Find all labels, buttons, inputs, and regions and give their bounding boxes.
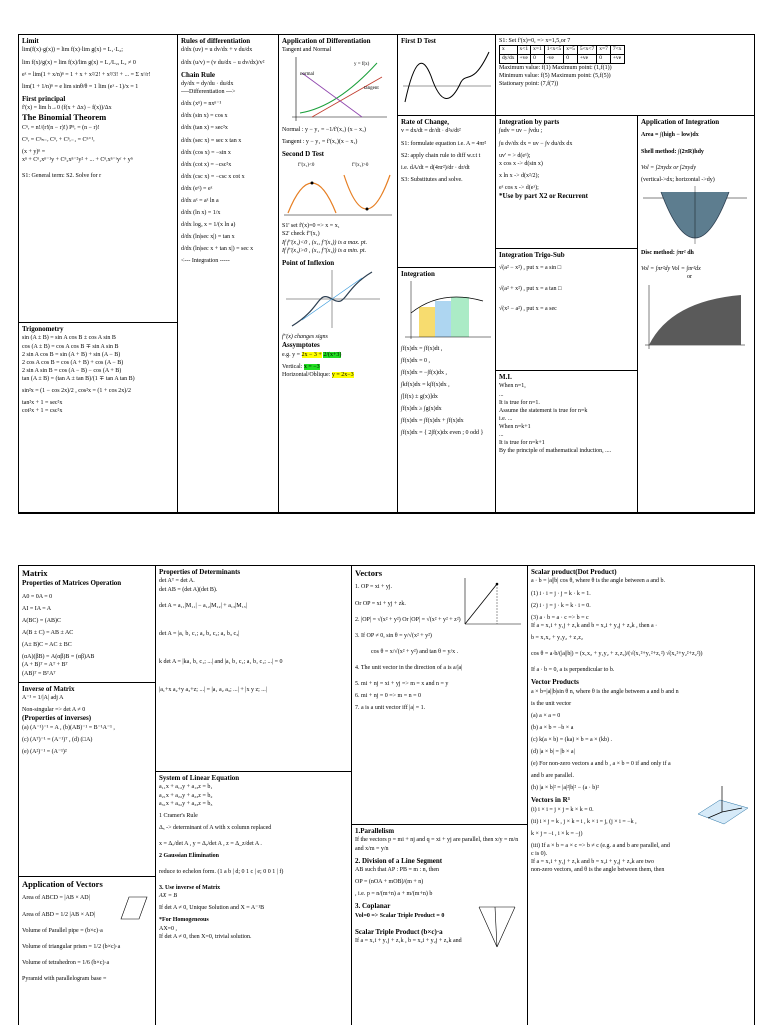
coplanar-title: 3. Coplanar (355, 902, 391, 911)
derivative-line: d/dx (sin x) = cos x (181, 113, 228, 120)
trigo-sub-section (496, 249, 638, 371)
sle-title: System of Linear Equation (159, 774, 240, 782)
stp-title: Scalar Triple Product (b×c)·a (355, 927, 443, 936)
asymptotes-title: Assymptotes (282, 341, 320, 350)
det-line: det A = a₁₁|M₁₁| − a₁₂|M₁₂| + a₁₃|M₁₃| (159, 602, 247, 609)
second-test-line: If f''(x₁)<0 , (x₁, f''(x₁)) is a max. pt. (282, 239, 368, 246)
sign-cell: 7<x (610, 46, 624, 55)
division-formula-2: , i.e. p = n/(m+n) a + m/(m+n) b (355, 891, 433, 898)
volume-formula: Vol = ∫2πydx or ∫2πydy (641, 164, 697, 171)
integration-line: ∫kf(x)dx = k∫f(x)dx , (401, 381, 450, 388)
derivative-line: d/dx (ln|sec x|) = tan x (181, 234, 235, 241)
vectors-title: Vectors (355, 568, 383, 578)
binomial-line: (x + y)ⁿ = (22, 149, 46, 155)
app-vectors-title: Application of Vectors (22, 879, 103, 889)
division-diagram (475, 903, 519, 949)
oblique-value: y = 2x−3 (331, 371, 354, 378)
integration-section (398, 268, 496, 513)
stp-text: If a = x₁i + y₁j + z₁k , b = x₂i + y₂j + z₂k and (355, 938, 462, 945)
derivative-line: d/dx (ln|sec x + tan x|) = sec x (181, 246, 254, 253)
first-principal-title: First principal (22, 94, 66, 103)
curve-label: tangent (364, 85, 379, 91)
vector-product-line: (a) a × a = 0 (531, 712, 561, 719)
trig-line: cot²x + 1 = csc²x (22, 408, 63, 415)
binomial-title: The Binomial Theorem (22, 112, 107, 123)
math-induction-section (496, 371, 638, 513)
parallelogram-diagram (119, 895, 149, 921)
limit-line: lim(f(x)·g(x)) = lim f(x)·lim g(x) = L₁·L₂; (22, 47, 123, 54)
sign-table-row (500, 55, 625, 64)
integration-title: Integration (401, 270, 435, 278)
area-formula: Area = ∫(high − low)dx (641, 132, 699, 139)
cramer-formula: x = Δₓ/det A , y = Δᵧ/det A , z = Δ_z/det A . (159, 840, 262, 847)
cross-product-diagram (694, 784, 750, 826)
maximum-value: Maximum value: f(1) Maximum point: (1,f(1)) (499, 65, 612, 72)
vector-product-line: is the unit vector (531, 700, 572, 707)
vector-line: cos θ = x/√(x² + y²) and tan θ = y/x . (371, 648, 459, 655)
binomial-footer: S1: General term: S2. Solve for r (22, 173, 102, 180)
matrix-line: (A± B)C = AC ± BC (22, 642, 72, 649)
r3-line: non-zero vectors, and θ is the angle between them, then (531, 867, 665, 874)
sign-cell: x=1 (531, 46, 545, 55)
scalar-line: If a · b = 0, a is perpendicular to b. (531, 667, 615, 674)
app-vector-line: Area of ABCD = |AB × AD| (22, 895, 90, 902)
integration-by-parts-section (496, 116, 638, 249)
mi-line: When n=1, (499, 383, 526, 390)
app-vector-line: Volume of tetrahedron = 1/6 (b×c)·a (22, 959, 110, 966)
vector-line: Or OP = xi + yj + zk. (355, 600, 406, 607)
det-line: k det A = |ka₁ b₁ c₁; ...| and |a₁ b₁ c₁; a₁ b₁ c₁; ...| = 0 (159, 658, 283, 665)
scalar-line: (3) a · b = a · c => b = c (531, 614, 589, 621)
inflexion-title: Point of Inflexion (282, 258, 335, 267)
inverse-method-title: 3. Use inverse of Matrix (159, 885, 221, 892)
second-label: f''(x₁)>0 (352, 163, 369, 169)
sign-cell: 0 (597, 55, 611, 64)
det-line: det A = |a₁ b₁ c₁; a₂ b₂ c₂; a₃ b₃ c₃| (159, 630, 240, 637)
sign-cell: 5<x<7 (577, 46, 596, 55)
app-differentiation-section (279, 35, 398, 513)
scalar-line: a · b = |a||b| cos θ, where θ is the angle between a and b. (531, 578, 666, 585)
trigonometry-section (19, 323, 178, 513)
scalar-line: (1) i · i = j · j = k · k = 1. (531, 590, 591, 597)
curve-label: y = f(x) (354, 61, 370, 67)
chain-rule: dy/dx = dy/du · du/dx (181, 81, 234, 88)
parts-line: ∫u dv/dx dx = uv − ∫v du/dx dx (499, 140, 573, 147)
derivative-line: d/dx (tan x) = sec²x (181, 125, 228, 132)
trigo-sub-line: √(a² + x²) , put x = a tan □ (499, 285, 562, 292)
trigo-sub-line: √(x² − a²) , put x = a sec (499, 305, 557, 312)
rule-line: d/dx (u/v) = (v du/dx − u dv/dx)/v² (181, 59, 265, 66)
inverse-prop: (a) (A⁻¹)⁻¹ = A , (b)(AB)⁻¹ = B⁻¹A⁻¹ , (22, 724, 115, 731)
vectors-section (352, 566, 528, 825)
sign-cell: x=5 (564, 46, 578, 55)
scalar-product-section (528, 566, 754, 1025)
non-singular-note: Non-singular => det A ≠ 0 (22, 707, 86, 714)
first-principal-formula: f'(x) = lim h→0 (f(x + Δx) − f(x))/Δx (22, 105, 112, 112)
second-d-test-graph (282, 159, 394, 219)
trig-line: tan (A ± B) = (tan A ± tan B)/(1 ∓ tan A tan B) (22, 375, 135, 382)
division-text: AB such that AP : PB = m : n, then (355, 867, 439, 874)
formula-sheet-1 (18, 34, 755, 514)
asymptote-fraction-part: 2/(x+3) (323, 351, 342, 358)
derivative-line: d/dx (sec x) = sec x tan x (181, 137, 242, 144)
trig-line: 2 cos A cos B = cos (A + B) + cos (A − B) (22, 359, 124, 366)
trig-title: Trigonometry (22, 325, 64, 333)
linear-equation-section (156, 772, 352, 1025)
gauss-title: 2 Gaussian Elimination (159, 853, 220, 859)
second-d-test-title: Second D Test (282, 149, 325, 158)
vector-product-line: (h) |a × b|² = |a|²|b|² − (a · b)² (531, 785, 600, 792)
integration-graph (401, 279, 493, 341)
parts-note: *Use by part X2 or Recurrent (499, 192, 588, 200)
derivative-line: d/dx logₐ x = 1/(x ln a) (181, 222, 236, 229)
sle-line: a₃₁x + a₃₂y + a₃₃z = b₃ (159, 800, 213, 807)
derivative-line: d/dx (cos x) = −sin x (181, 149, 231, 156)
matrix-line: A(B ± C) = AB ± AC (22, 630, 74, 637)
second-test-line: S2' check f''(x₁) (282, 231, 320, 238)
matrix-line: (A + B)ᵀ = Aᵀ + Bᵀ (22, 662, 68, 669)
limit-line: lim f(x)/g(x) = lim f(x)/lim g(x) = L₁/L₂, L₂ ≠ 0 (22, 59, 136, 66)
coplanar-text: Vol=0 => Scalar Triple Product = 0 (355, 912, 445, 919)
vector-line: 3. If OP ≠ 0, sin θ = y/√(x² + y²) (355, 632, 432, 639)
vector-product-line: (b) a × b = −b × a (531, 724, 574, 731)
vector-product-line: a × b=|a||b|sin θ n, where θ is the angle between a and b and n (531, 688, 679, 695)
inverse-formula: A⁻¹ = 1/|A| adj A (22, 695, 64, 702)
trig-line: tan²x + 1 = sec²x (22, 400, 63, 407)
vertical-label: Vertical: (282, 363, 303, 370)
homogeneous-line-2: If det A ≠ 0, then X=0, trivial solution. (159, 933, 252, 940)
second-label: f''(x₁)<0 (298, 163, 315, 169)
limit-section (19, 35, 178, 323)
mi-line: It is true for n=1. (499, 399, 540, 406)
app-integ-title: Application of Integration (641, 118, 720, 126)
tangent-normal-graph (282, 55, 392, 123)
matrix-title: Matrix (22, 568, 48, 578)
scalar-line: cos θ = a·b/(|a||b|) = (x₁x₂ + y₁y₂ + z₁z₂)/(√(x₁²+y₁²+z₁²) √(x₂²+y₂²+z₂²)) (531, 651, 703, 657)
trig-line: sin²x = (1 − cos 2x)/2 , cos²x = (1 + cos 2x)/2 (22, 388, 131, 394)
inverse-props-title: (Properties of inverses) (22, 714, 92, 723)
app-diff-title: Application of Differentiation (282, 37, 371, 45)
sign-cell: +ve (610, 55, 624, 64)
integration-line: ∫f(x)dx = ∫f(x)dx + ∫f(x)dx (401, 418, 464, 425)
asymptote-example (282, 351, 394, 359)
asymptote-oblique-part: 2x − 3 + (301, 351, 322, 358)
or-label: or (687, 274, 692, 281)
tangent-normal-subtitle: Tangent and Normal (282, 47, 332, 54)
vector-line: 6. mi + nj = 0 => m = n = 0 (355, 693, 421, 700)
inverse-prop: (c) (Aᵀ)⁻¹ = (A⁻¹)ᵀ , (d) (□A) (22, 736, 93, 743)
inverse-prop: (e) (A²)⁻¹ = (A⁻¹)² (22, 748, 67, 755)
vector-product-line: and b are parallel. (531, 773, 574, 780)
scalar-line: b = x₁x₂ + y₁y₂ + z₁z₂ (531, 634, 584, 641)
rules-title: Rules of differentiation (181, 37, 251, 45)
parallel-title: 1.Parallelism (355, 827, 395, 835)
limit-line: eˣ = lim(1 + x/n)ⁿ = 1 + x + x²/2! + x³/3! + ... = Σ xʳ/r! (22, 71, 151, 78)
gauss-formula: reduce to echelon form. (1 a b | d; 0 1 c | e; 0 0 1 | f) (159, 869, 284, 876)
det-line: det Aᵀ = det A. (159, 578, 195, 585)
differentiation-rules-section (178, 35, 279, 513)
binomial-line: xⁿ + Cⁿ₁xⁿ⁻¹y + Cⁿ₂xⁿ⁻²y² + ... + Cⁿᵣxⁿ⁻ʳyʳ + yⁿ (22, 157, 133, 164)
mi-title: M.I. (499, 373, 512, 381)
scalar-line: If a = x₁i + y₁j + z₁k and b = x₂i + y₂j + z₂k , then a · (531, 622, 658, 629)
mi-line: By the principle of mathematical induction, .... (499, 448, 612, 455)
rate-s1: S1: formulate equation i.e. A = 4πr² (401, 140, 487, 147)
vector-line: 2. |OP| = √(x² + y²) Or |OP| = √(x² + y² + z²) (355, 616, 461, 623)
oblique-asymptote (282, 371, 394, 379)
vector-axes-diagram (453, 574, 523, 630)
mi-line: Assume the statement is true for n=k (499, 407, 588, 414)
parts-line: eˣ cos x -> d(eˣ); (499, 184, 539, 191)
matrix-subtitle: Properties of Matrices Operation (22, 579, 122, 588)
rule-line: d/dx (uv) = u dv/dx + v du/dx (181, 47, 253, 54)
homogeneous-line: AX=0 , (159, 925, 178, 932)
trigo-sub-title: Integration Trigo-Sub (499, 251, 565, 259)
vertical-horizontal-note: (vertical->dx; horizontal ->dy) (641, 176, 715, 183)
integration-line: ∫[f(x) ± g(x)]dx (401, 393, 438, 400)
trigo-sub-line: √(a² − x²) , put x = a sin □ (499, 265, 562, 272)
sign-cell: dy/dx (500, 55, 518, 64)
sign-cell: x (500, 46, 518, 55)
integration-line: ∫f(x)dx ≥ ∫g(x)dx (401, 406, 442, 412)
inverse-method-2: If det A ≠ 0, Unique Solution and X = A⁻¹B (159, 905, 265, 912)
app-vector-line: Area of ABD = 1/2 |AB × AD| (22, 911, 95, 918)
integration-line: ∫f(x)dx = −∫f(x)dx , (401, 369, 448, 376)
derivative-line: d/dx (xⁿ) = nxⁿ⁻¹ (181, 101, 222, 108)
volume-disc-formula: Vol = ∫πr²dy Vol = ∫πr²dx (641, 266, 701, 272)
matrix-line: A0 = 0A = 0 (22, 593, 53, 600)
disc-formula: Disc method: ∫πr² dh (641, 249, 694, 256)
limit-line: lim(1 + 1/n)ⁿ = e lim sinθ/θ = 1 lim (eˣ - 1)/x = 1 (22, 83, 139, 90)
second-test-line: S1' set f'(x)=0 => x = x₁ (282, 223, 340, 230)
matrix-line: AI = IA = A (22, 606, 52, 612)
derivative-line: d/dx aˣ = aˣ ln a (181, 198, 219, 204)
sign-cell: x<1 (517, 46, 531, 55)
cramer-note: Δₓ -> determinant of A with x column replaced (159, 824, 272, 831)
sle-line: a₁₁x + a₁₂y + a₁₃z = b₁ (159, 784, 213, 791)
sign-cell: -ve (544, 55, 563, 64)
det-line: det AB = (det A)(det B). (159, 586, 218, 593)
sign-table-head (500, 46, 625, 55)
matrix-line: (αA)(βB) = A(αβ)B = (αβ)AB (22, 654, 95, 661)
determinants-section (156, 566, 352, 772)
trig-line: 2 sin A sin B = cos (A − B) − cos (A + B) (22, 367, 122, 374)
stationary-point: Stationary point: (7,f(7)) (499, 81, 559, 88)
parts-line: ∫udv = uv − ∫vdu ; (499, 128, 543, 135)
vector-product-line: (d) |a × b| = |b × a| (531, 749, 575, 756)
rate-formula: v = dx/dt = dr/dt · d²s/dt² (401, 128, 461, 135)
parallel-text: If the vectors p = mi + nj and q = xi + yj are parallel, then x/y = m/n and x/m = y/n (355, 837, 519, 852)
first-d-test-graph-section (398, 35, 496, 116)
cramer-title: 1 Cramer's Rule (159, 812, 198, 819)
formula-sheet-2 (18, 565, 755, 1025)
vector-products-title: Vector Products (531, 678, 579, 687)
vector-line: 1. OP = xi + yj. (355, 584, 393, 591)
matrix-section (19, 566, 156, 877)
trig-line: 2 sin A cos B = sin (A + B) + sin (A − B) (22, 351, 121, 358)
inverse-title: Inverse of Matrix (19, 682, 155, 694)
vector-line: 7. a is a unit vector iff |a| = 1. (355, 705, 426, 712)
sign-cell: 1<x<5 (544, 46, 563, 55)
matrix-line: A(BC) = (AB)C (22, 618, 62, 625)
scalar-title: Scalar product(Dot Product) (531, 568, 617, 576)
limit-title: Limit (22, 37, 39, 45)
parts-line: x cos x -> d(sin x) (499, 160, 543, 167)
diff-arrow-title: ----Differentiation ---> (181, 89, 236, 96)
vector-product-line: (e) For non-zero vectors a and b , a × b = 0 if and only if a (531, 761, 671, 768)
trig-line: sin (A ± B) = sin A cos B ± cos A sin B (22, 335, 116, 342)
vertical-asymptote (282, 363, 394, 371)
parts-title: Integration by parts (499, 118, 560, 126)
app-integration-section (638, 116, 754, 513)
r3-line: (iii) If a × b = a × c => b ≠ c (e.g. a and b are parallel, and (531, 843, 670, 850)
integration-line: ∫f(x)dx = 0 , (401, 357, 431, 364)
asymptote-eg: e.g. y = (282, 351, 301, 358)
sign-cell: +ve (517, 55, 531, 64)
first-d-s1: S1: Set f'(x)=0, => x=1,5,or 7 (499, 38, 571, 44)
binomial-line: Cⁿᵣ = Cⁿₙ₋ᵣ Cⁿᵣ + Cⁿᵣ₋₁ = Cⁿ⁺¹ᵣ (22, 136, 95, 143)
mi-line: i.e. ... (499, 415, 513, 422)
app-vectors-section (19, 877, 156, 1025)
mi-line: It is true for n=k+1 (499, 440, 545, 447)
rate-s2: S2: apply chain rule to diff w.r.t t (401, 152, 481, 159)
vector-line: 4. The unit vector in the direction of a is a/|a| (355, 664, 463, 671)
oblique-label: Horizontal/Oblique: (282, 371, 331, 378)
first-d-title: First D Test (401, 37, 436, 45)
inflexion-note: f''(x) changes signs (282, 334, 328, 341)
r3-line: k × j = −i , i × k = −j) (531, 831, 583, 838)
derivative-line: d/dx (ln x) = 1/x (181, 210, 221, 217)
parts-line: x ln x -> d(x²/2); (499, 172, 540, 179)
division-title: 2. Division of a Line Segment (355, 856, 443, 865)
sign-cell: 0 (531, 55, 545, 64)
binomial-line: Cⁿᵣ = n!/(r!(n − r)!) Pⁿᵣ = (n − r)! (22, 124, 100, 131)
vectors-r3-title: Vectors in R³ (531, 796, 570, 805)
matrix-line: (AB)ᵀ = BᵀAᵀ (22, 670, 56, 677)
derivative-line: d/dx (eˣ) = eˣ (181, 185, 213, 192)
second-test-line: If f''(x₁)>0 , (x₁, f''(x₁)) is a min. pt. (282, 247, 367, 254)
derivative-line: d/dx (cot x) = −csc²x (181, 161, 232, 168)
minimum-value: Minimum value: f(5) Maximum point: (5,f(5)) (499, 73, 611, 80)
sign-cell: x=7 (597, 46, 611, 55)
disc-graph (641, 281, 749, 351)
app-vector-line: Volume of triangular prism = 1/2 (b×c)·a (22, 943, 121, 950)
scalar-line: (2) i · j = j · k = k · i = 0. (531, 602, 591, 609)
chain-rule-title: Chain Rule (181, 70, 216, 79)
rate-title: Rate of Change, (401, 118, 450, 126)
app-vector-line: Pyramid with parallelogram base = (22, 975, 107, 982)
first-d-test-table-section (496, 35, 754, 116)
sign-cell: +ve (577, 55, 596, 64)
r3-line: c is 0). (531, 851, 548, 858)
integration-line: ∫f(x)dx = ∫f(x)dt , (401, 345, 443, 352)
r3-line: (i) i × i = j × j = k × k = 0. (531, 806, 594, 813)
r3-line: (ii) i × j = k , j × k = i , k × i = j, (j × i = −k , (531, 819, 637, 825)
integration-arrow-title: <--- Integration ----- (181, 258, 230, 265)
homogeneous-title: *For Homogeneous (159, 917, 209, 924)
curve-label: normal (300, 71, 315, 77)
mi-line: When n=k+1 (499, 423, 531, 430)
division-formula: OP = (nOA + mOB)/(m + n) (355, 879, 424, 886)
parts-line: uv' = > d(eˣ); (499, 152, 531, 159)
first-d-test-graph (401, 46, 493, 108)
inflexion-graph (282, 268, 382, 330)
vector-line: 5. mi + nj = xi + yj => m = x and n = y (355, 681, 449, 688)
sign-table (499, 45, 625, 64)
rate-of-change-section (398, 116, 496, 268)
derivative-line: d/dx (csc x) = −csc x cot x (181, 173, 245, 180)
vector-product-line: (c) k(a × b) = (ka) × b = a × (kb) . (531, 737, 613, 743)
app-vector-line: Volume of Parallel pipe = (b×c)·a (22, 927, 103, 934)
sign-cell: 0 (564, 55, 578, 64)
vertical-value: x = −3 (303, 363, 320, 370)
det-title: Properties of Determinants (159, 568, 241, 576)
rate-s3: S3: Substitutes and solve. (401, 176, 463, 183)
det-line: |a₁+x a₂+y a₃+z; ...| = |a₁ a₂ a₃; ...| + |x y z; ...| (159, 686, 267, 693)
tangent-formula: Tangent : y − y₁ = f'(x₁)(x − x₁) (282, 138, 358, 145)
sle-line: a₂₁x + a₂₂y + a₂₃z = b₂ (159, 792, 213, 799)
parallelism-section (352, 825, 528, 1025)
shell-formula: Shell method: ∫(2πR)hdy (641, 148, 704, 155)
rate-ie: i.e. dA/dt = d(4πr²)/dr · dr/dt (401, 164, 470, 171)
trig-line: cos (A ± B) = cos A cos B ∓ sin A sin B (22, 343, 119, 350)
r3-line: If a = x₁i + y₁j + z₁k and b = x₂i + y₂j + z₂k are two (531, 859, 654, 866)
mi-line: ... (499, 432, 504, 438)
normal-formula: Normal : y − y₁ = −1/f'(x₁) (x − x₁) (282, 126, 367, 133)
inverse-method: AX = B (159, 893, 178, 900)
shell-graph (641, 184, 749, 246)
mi-line: ... (499, 391, 504, 398)
integration-line: ∫f(x)dx = { 2∫f(x)dx even ; 0 odd } (401, 430, 484, 437)
